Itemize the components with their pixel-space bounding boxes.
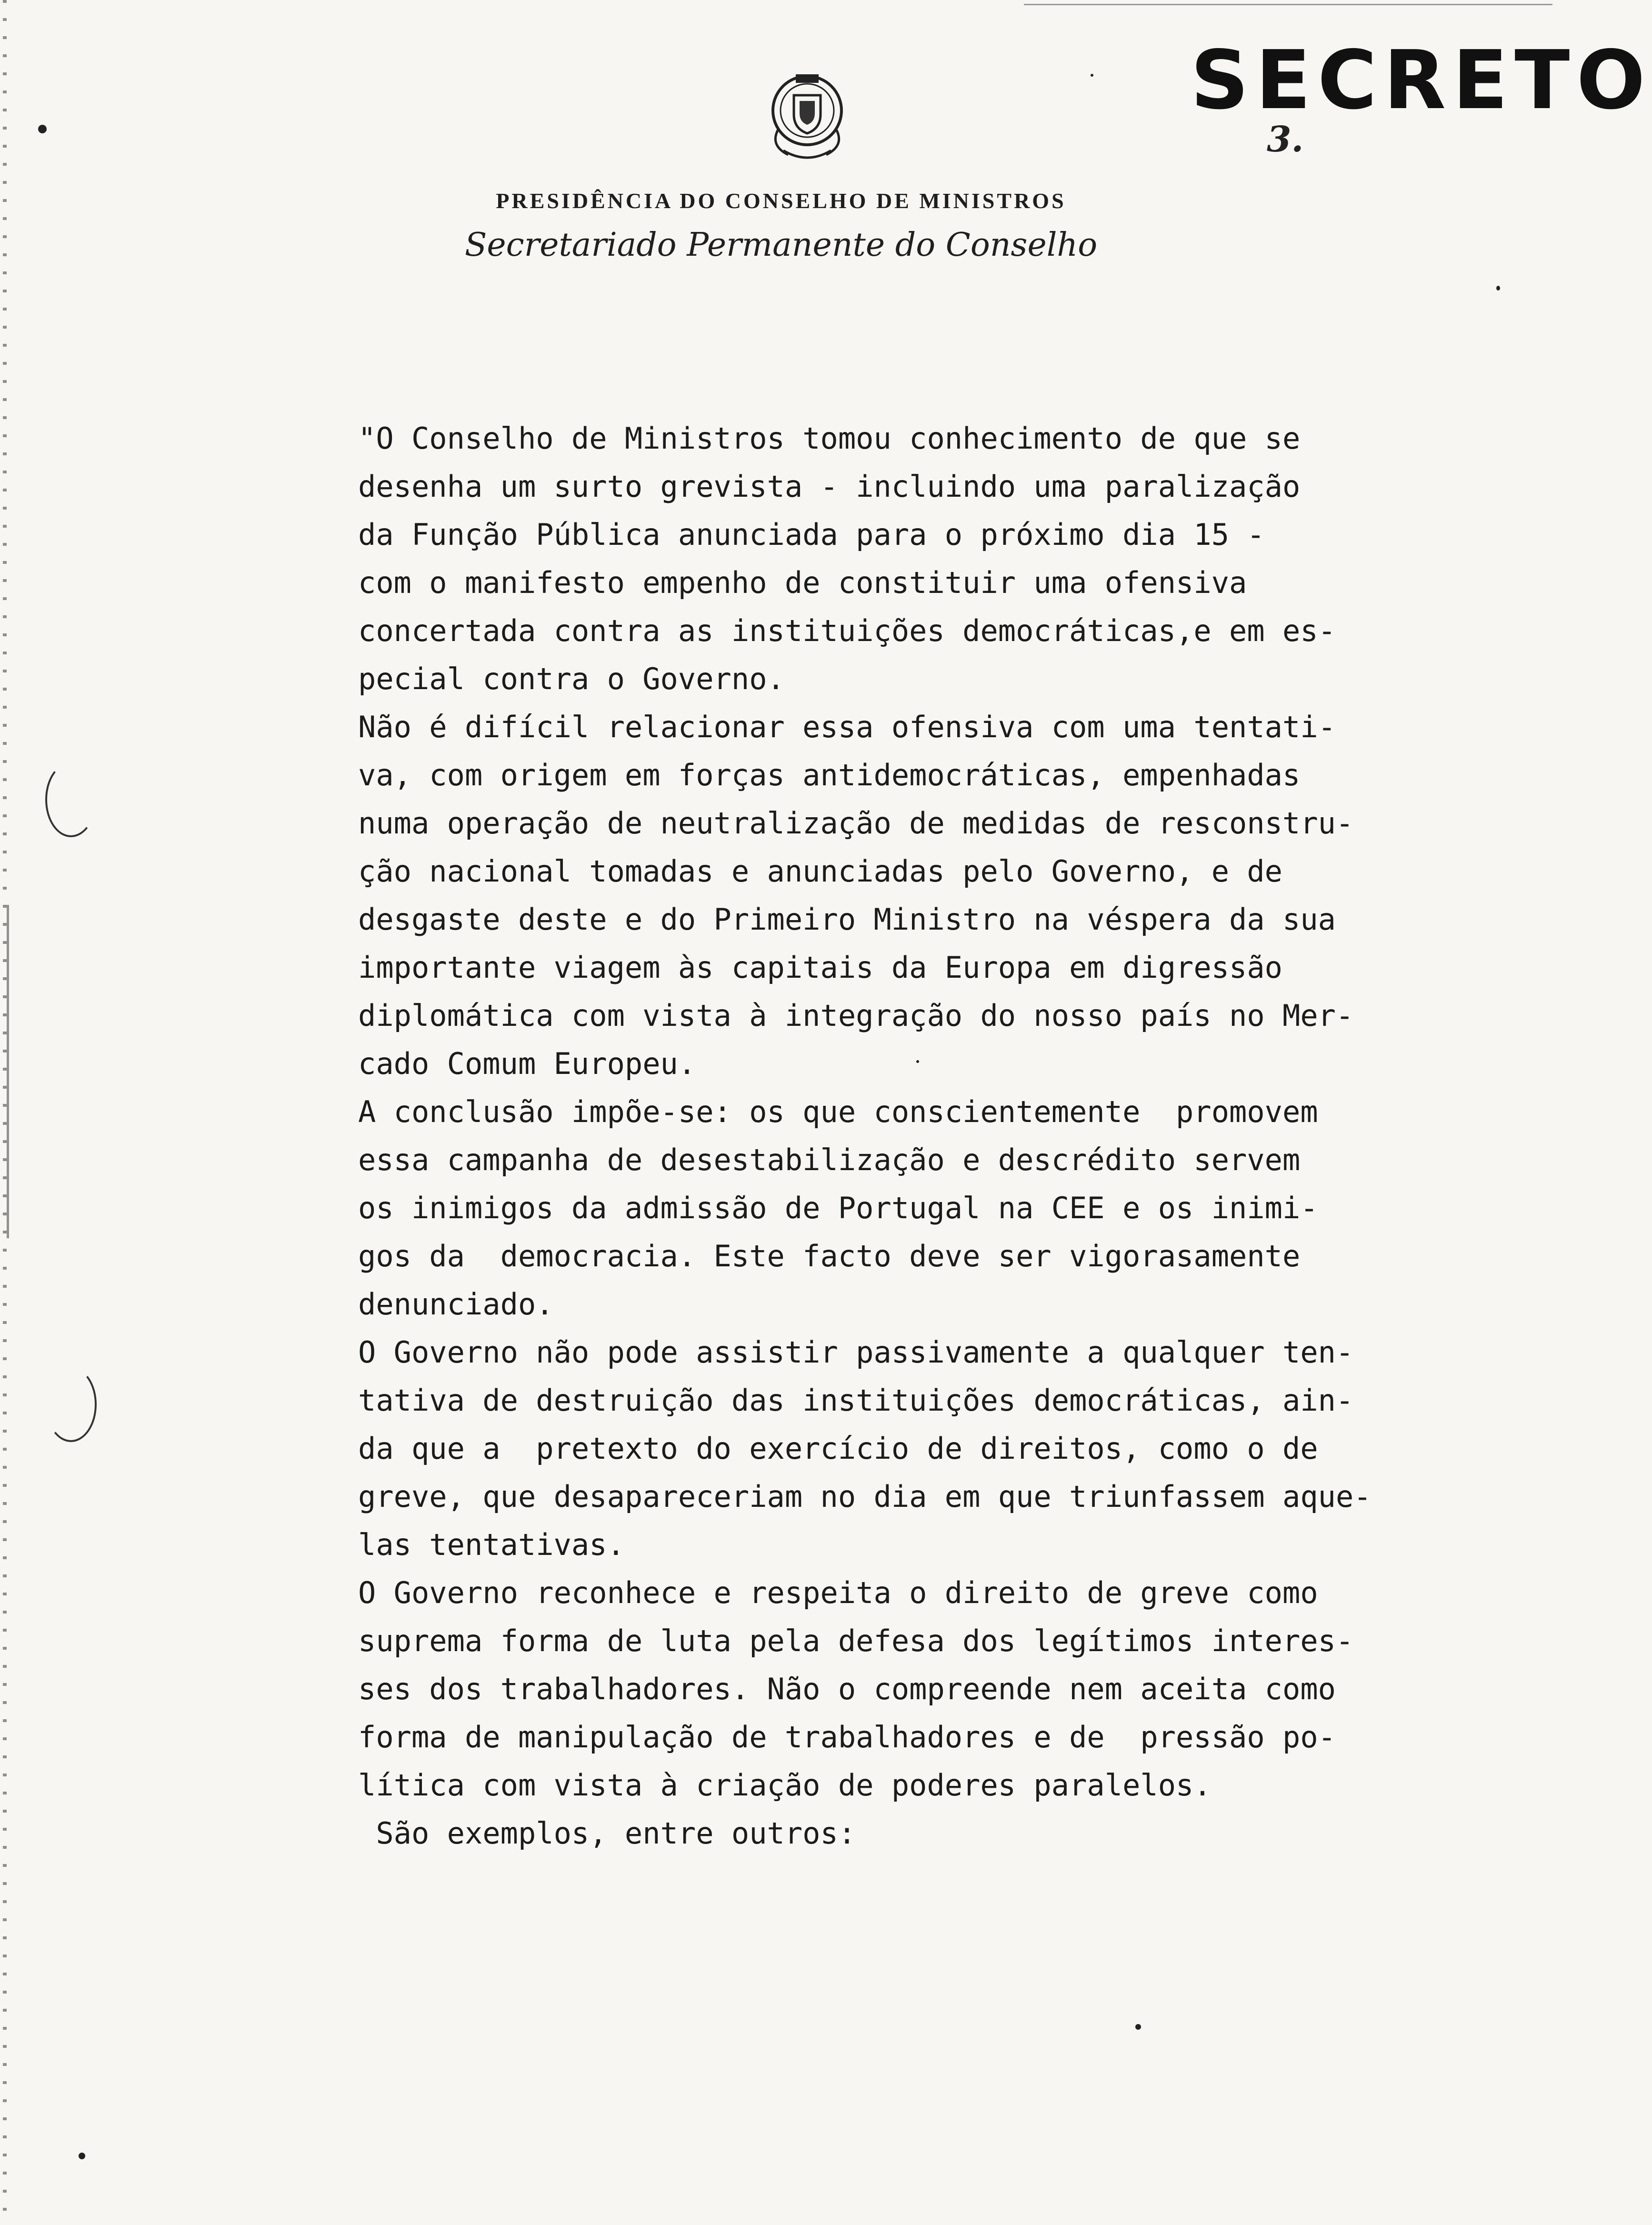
body-line: tativa de destruição das instituições democráticas, ain-	[358, 1383, 1354, 1418]
body-line: com o manifesto empenho de constituir uma ofensiva	[358, 565, 1247, 600]
scan-speck	[1091, 74, 1093, 77]
body-line: numa operação de neutralização de medidas de resconstru-	[358, 806, 1354, 841]
body-line: São exemplos, entre outros:	[358, 1816, 856, 1851]
body-line: gos da democracia. Este facto deve ser vigorasamente	[358, 1239, 1301, 1273]
scan-speck	[38, 125, 47, 133]
document-body	[358, 414, 1468, 1857]
body-line: diplomática com vista à integração do nosso país no Mer-	[358, 998, 1354, 1033]
body-line: concertada contra as instituições democráticas,e em es-	[358, 613, 1336, 648]
body-line: forma de manipulação de trabalhadores e de pressão po-	[358, 1720, 1336, 1754]
body-line: A conclusão impõe-se: os que conscientemente promovem	[358, 1094, 1318, 1129]
body-line: va, com origem em forças antidemocráticas, empenhadas	[358, 758, 1301, 792]
scan-speck	[1135, 2024, 1141, 2030]
body-line: las tentativas.	[358, 1527, 625, 1562]
body-line: essa campanha de desestabilização e descrédito servem	[358, 1143, 1301, 1177]
body-line: os inimigos da admissão de Portugal na CEE e os inimi-	[358, 1191, 1318, 1225]
body-line: O Governo não pode assistir passivamente a qualquer ten-	[358, 1335, 1354, 1370]
body-line: suprema forma de luta pela defesa dos legítimos interes-	[358, 1624, 1354, 1658]
body-line: desgaste deste e do Primeiro Ministro na véspera da sua	[358, 902, 1336, 937]
scan-speck	[79, 2153, 85, 2159]
body-line: Não é difícil relacionar essa ofensiva com uma tentati-	[358, 710, 1336, 744]
body-line: denunciado.	[358, 1287, 554, 1322]
body-line: "O Conselho de Ministros tomou conhecimento de que se	[358, 421, 1301, 456]
body-line: cado Comum Europeu.	[358, 1046, 696, 1081]
body-line: O Governo reconhece e respeita o direito de greve como	[358, 1575, 1318, 1610]
scan-left-edge-dark	[7, 905, 9, 1238]
punch-hole-mark	[45, 1367, 97, 1442]
classification-stamp: SECRETO	[1191, 33, 1652, 128]
body-line: desenha um surto grevista - incluindo uma paralização	[358, 469, 1301, 504]
body-line: ses dos trabalhadores. Não o compreende nem aceita como	[358, 1672, 1336, 1706]
body-line: importante viagem às capitais da Europa em digressão	[358, 950, 1283, 985]
scan-speck	[1496, 286, 1500, 291]
scan-left-edge	[3, 0, 7, 2225]
office-heading: PRESIDÊNCIA DO CONSELHO DE MINISTROS	[496, 189, 1066, 213]
body-line: lítica com vista à criação de poderes paralelos.	[358, 1768, 1211, 1803]
page-number: 3.	[1267, 119, 1304, 160]
body-line: ção nacional tomadas e anunciadas pelo Governo, e de	[358, 854, 1283, 889]
portuguese-coat-of-arms-icon	[750, 57, 864, 171]
body-line: greve, que desapareceriam no dia em que triunfassem aque-	[358, 1479, 1372, 1514]
body-line: da que a pretexto do exercício de direitos, como o de	[358, 1431, 1318, 1466]
body-line: pecial contra o Governo.	[358, 661, 785, 696]
body-line: da Função Pública anunciada para o próximo dia 15 -	[358, 517, 1265, 552]
scan-edge-line	[1024, 4, 1552, 5]
punch-hole-mark	[45, 762, 97, 837]
office-subtitle: Secretariado Permanente do Conselho	[464, 226, 1098, 264]
scan-speck	[916, 1060, 919, 1063]
